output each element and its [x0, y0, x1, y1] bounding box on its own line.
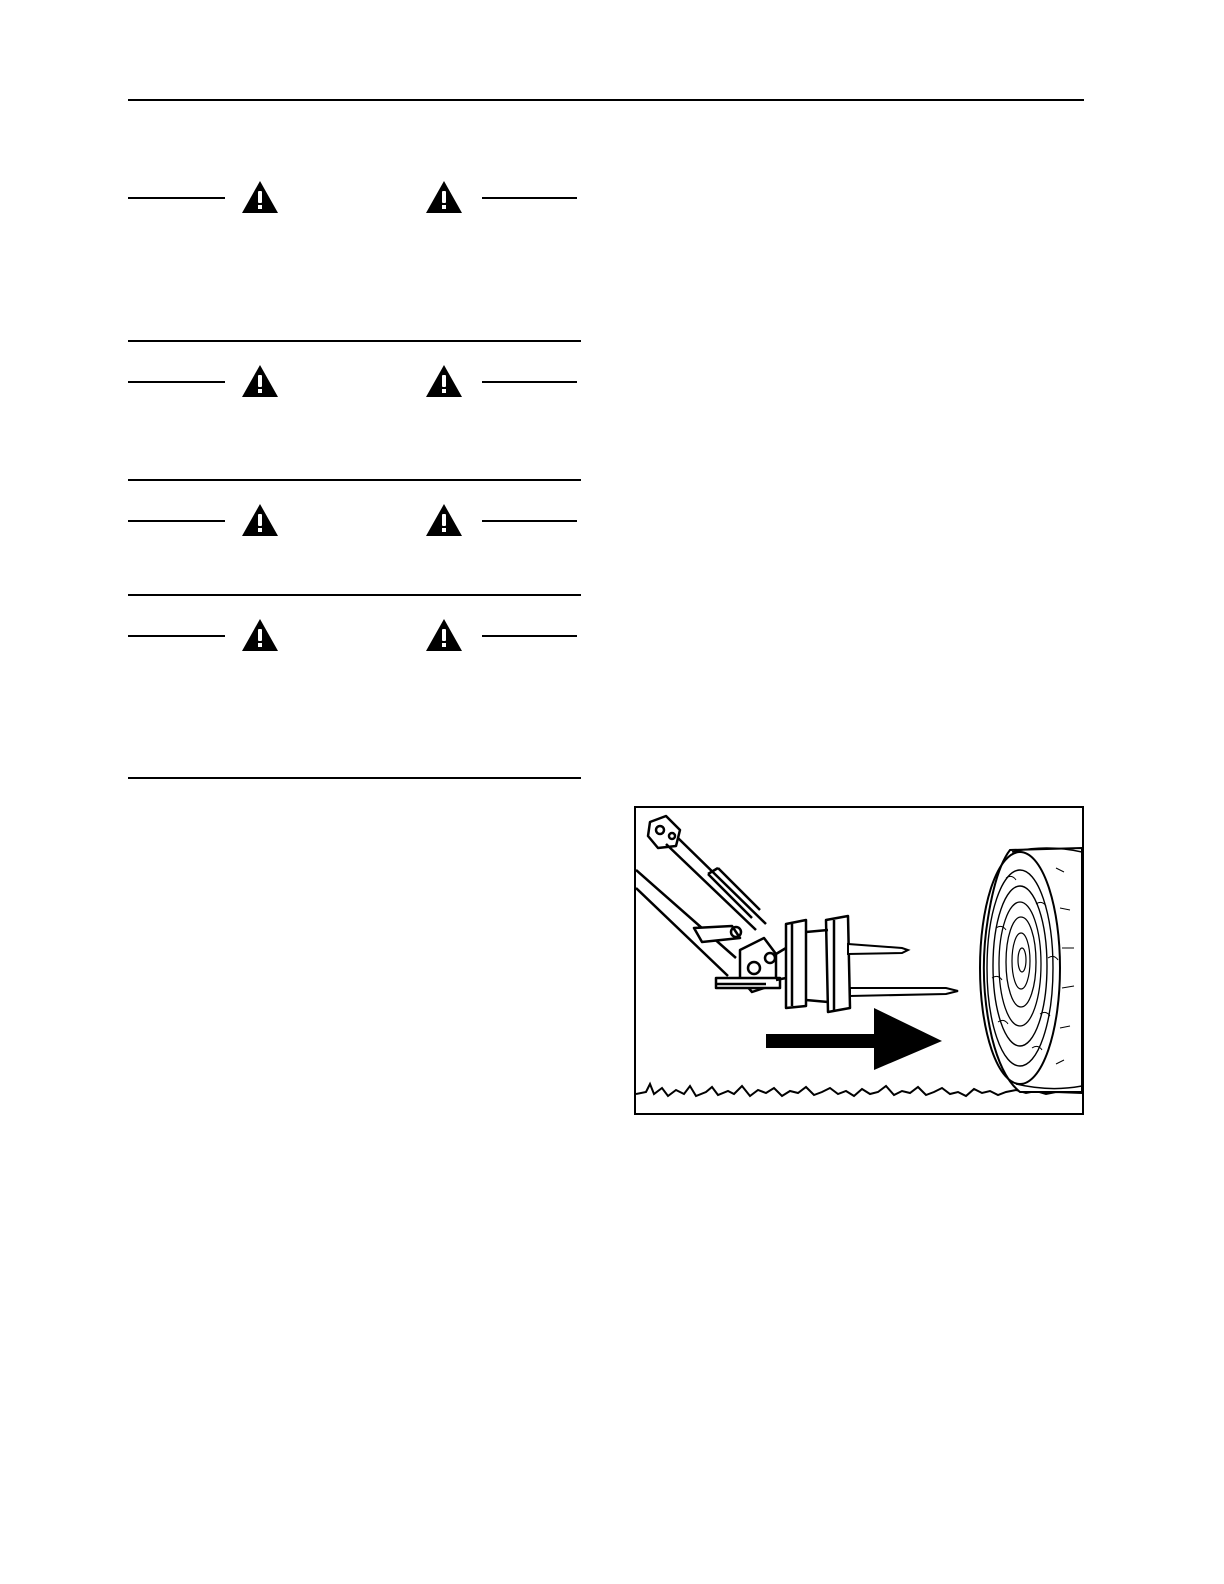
warning-block-1 — [128, 180, 581, 220]
warning-triangle-icon — [241, 618, 279, 652]
warning-triangle-icon — [241, 364, 279, 398]
warning-rule-right — [482, 381, 577, 383]
warning-rule-left — [128, 635, 225, 637]
bale-spear-illustration — [634, 806, 1084, 1115]
round-hay-bale — [980, 848, 1082, 1092]
direction-arrow — [766, 1008, 942, 1070]
warning-rule-right — [482, 520, 577, 522]
warning-triangle-icon — [241, 503, 279, 537]
section-divider — [128, 479, 581, 481]
spear-tines — [848, 944, 958, 996]
warning-rule-right — [482, 635, 577, 637]
warning-triangle-icon — [425, 364, 463, 398]
warning-rule-left — [128, 520, 225, 522]
loader-arm — [636, 816, 850, 1012]
section-divider — [128, 777, 581, 779]
warning-rule-right — [482, 197, 577, 199]
warning-triangle-icon — [241, 180, 279, 214]
warning-triangle-icon — [425, 180, 463, 214]
warning-rule-left — [128, 197, 225, 199]
warning-block-4 — [128, 618, 581, 658]
section-divider — [128, 594, 581, 596]
bale-spear-drawing — [636, 808, 1082, 1113]
warning-triangle-icon — [425, 503, 463, 537]
warning-block-3 — [128, 503, 581, 543]
warning-triangle-icon — [425, 618, 463, 652]
section-divider — [128, 340, 581, 342]
header-rule — [128, 99, 1084, 101]
warning-rule-left — [128, 381, 225, 383]
warning-block-2 — [128, 364, 581, 404]
